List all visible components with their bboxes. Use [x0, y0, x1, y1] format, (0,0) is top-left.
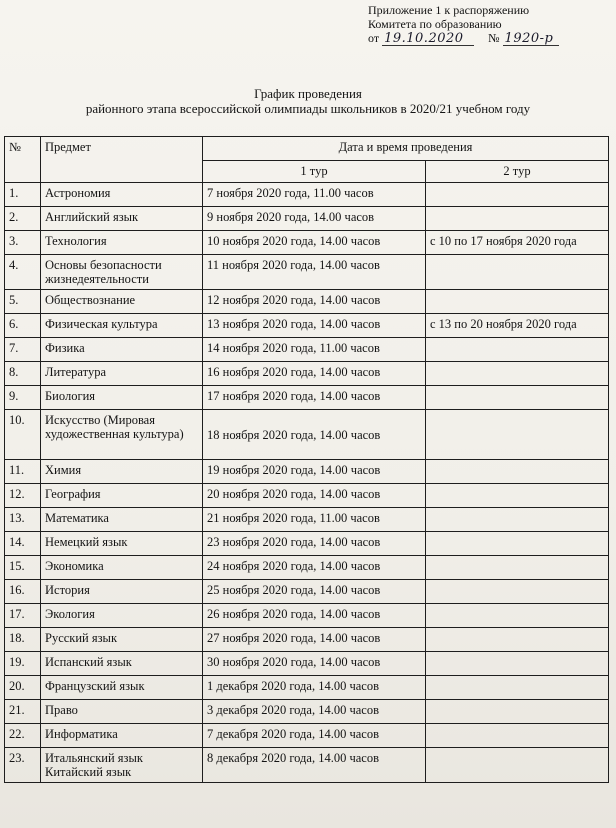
header-round-2: 2 тур: [426, 161, 609, 183]
row-round-1: 7 декабря 2020 года, 14.00 часов: [203, 724, 426, 748]
row-subject: География: [41, 484, 203, 508]
row-round-1: 8 декабря 2020 года, 14.00 часов: [203, 748, 426, 783]
row-subject: Обществознание: [41, 290, 203, 314]
row-round-2: [426, 556, 609, 580]
table-header-row: [5, 137, 609, 161]
table-row: [5, 532, 609, 556]
table-row: [5, 290, 609, 314]
row-subject: [41, 748, 203, 783]
row-num: 10.: [5, 410, 41, 460]
row-subject: Астрономия: [41, 183, 203, 207]
row-subject: Немецкий язык: [41, 532, 203, 556]
row-subject: Литература: [41, 362, 203, 386]
row-round-1: 14 ноября 2020 года, 11.00 часов: [203, 338, 426, 362]
row-round-2: [426, 580, 609, 604]
row-round-2: [426, 386, 609, 410]
row-subject: Физическая культура: [41, 314, 203, 338]
row-num: 13.: [5, 508, 41, 532]
table-row: [5, 207, 609, 231]
header-subject: Предмет: [41, 137, 203, 183]
row-subject: Химия: [41, 460, 203, 484]
table-row: [5, 676, 609, 700]
row-num: 9.: [5, 386, 41, 410]
schedule-table: [4, 136, 609, 783]
row-round-2: [426, 460, 609, 484]
table-row: [5, 314, 609, 338]
row-round-2: с 13 по 20 ноября 2020 года: [426, 314, 609, 338]
row-round-2: [426, 700, 609, 724]
table-row: [5, 183, 609, 207]
row-round-2: [426, 207, 609, 231]
table-row: [5, 652, 609, 676]
table-row: [5, 386, 609, 410]
row-round-1: 3 декабря 2020 года, 14.00 часов: [203, 700, 426, 724]
row-num: 3.: [5, 231, 41, 255]
row-num: 20.: [5, 676, 41, 700]
row-round-2: [426, 508, 609, 532]
row-round-1: 10 ноября 2020 года, 14.00 часов: [203, 231, 426, 255]
table-row: [5, 724, 609, 748]
row-round-2: [426, 410, 609, 460]
table-row: [5, 255, 609, 290]
row-round-1: 21 ноября 2020 года, 11.00 часов: [203, 508, 426, 532]
table-row: [5, 362, 609, 386]
table-row: [5, 508, 609, 532]
row-subject: Право: [41, 700, 203, 724]
appendix-line-3: [368, 31, 608, 46]
row-num: 2.: [5, 207, 41, 231]
row-num: 18.: [5, 628, 41, 652]
row-subject: Экономика: [41, 556, 203, 580]
row-round-2: [426, 628, 609, 652]
row-round-1: 9 ноября 2020 года, 14.00 часов: [203, 207, 426, 231]
row-round-2: [426, 183, 609, 207]
row-subject: Испанский язык: [41, 652, 203, 676]
row-subject: Основы безопасности жизнедеятельности: [41, 255, 203, 290]
row-round-2: [426, 338, 609, 362]
row-round-2: [426, 676, 609, 700]
row-num: 12.: [5, 484, 41, 508]
table-row: [5, 700, 609, 724]
row-subject: Искусство (Мировая художественная культура): [41, 410, 203, 460]
row-subject: Английский язык: [41, 207, 203, 231]
row-subject: Французский язык: [41, 676, 203, 700]
row-num: 14.: [5, 532, 41, 556]
appendix-line-2: Комитета по образованию: [368, 17, 502, 31]
row-round-2: [426, 484, 609, 508]
row-round-2: [426, 362, 609, 386]
row-round-1: 20 ноября 2020 года, 14.00 часов: [203, 484, 426, 508]
title-line-1: График проведения: [254, 86, 362, 101]
row-num: 21.: [5, 700, 41, 724]
row-subject: Информатика: [41, 724, 203, 748]
order-date: 19.10.2020: [382, 32, 474, 46]
row-round-2: с 10 по 17 ноября 2020 года: [426, 231, 609, 255]
row-num: 5.: [5, 290, 41, 314]
row-round-2: [426, 652, 609, 676]
row-round-1: 7 ноября 2020 года, 11.00 часов: [203, 183, 426, 207]
table-row: [5, 338, 609, 362]
row-round-2: [426, 604, 609, 628]
row-subject: Технология: [41, 231, 203, 255]
order-number: 1920-р: [503, 32, 559, 46]
number-label: №: [488, 31, 500, 45]
header-datetime: Дата и время проведения: [203, 137, 609, 161]
row-round-1: 12 ноября 2020 года, 14.00 часов: [203, 290, 426, 314]
row-round-1: 25 ноября 2020 года, 14.00 часов: [203, 580, 426, 604]
document-title: [0, 86, 616, 116]
row-round-1: 17 ноября 2020 года, 14.00 часов: [203, 386, 426, 410]
row-num: 11.: [5, 460, 41, 484]
table-row: [5, 484, 609, 508]
row-subject: Биология: [41, 386, 203, 410]
row-num: 4.: [5, 255, 41, 290]
row-round-1: 27 ноября 2020 года, 14.00 часов: [203, 628, 426, 652]
row-round-1: 1 декабря 2020 года, 14.00 часов: [203, 676, 426, 700]
row-subject: История: [41, 580, 203, 604]
row-round-1: 26 ноября 2020 года, 14.00 часов: [203, 604, 426, 628]
header-num: №: [5, 137, 41, 183]
row-num: 23.: [5, 748, 41, 783]
from-label: от: [368, 31, 380, 45]
row-num: 19.: [5, 652, 41, 676]
row-round-2: [426, 748, 609, 783]
appendix-line-1: Приложение 1 к распоряжению: [368, 3, 530, 17]
row-subject: Физика: [41, 338, 203, 362]
row-round-1: 11 ноября 2020 года, 14.00 часов: [203, 255, 426, 290]
row-num: 8.: [5, 362, 41, 386]
row-subject: Математика: [41, 508, 203, 532]
row-round-2: [426, 724, 609, 748]
row-num: 6.: [5, 314, 41, 338]
header-round-1: 1 тур: [203, 161, 426, 183]
row-num: 7.: [5, 338, 41, 362]
title-line-2: районного этапа всероссийской олимпиады школьников в 2020/21 учебном году: [85, 101, 531, 116]
row-round-2: [426, 290, 609, 314]
row-subject-line-1: Итальянский язык: [45, 751, 143, 765]
table-row: [5, 604, 609, 628]
row-round-1: 24 ноября 2020 года, 14.00 часов: [203, 556, 426, 580]
row-round-1: 19 ноября 2020 года, 14.00 часов: [203, 460, 426, 484]
row-subject: Русский язык: [41, 628, 203, 652]
row-num: 1.: [5, 183, 41, 207]
row-subject: Экология: [41, 604, 203, 628]
row-round-2: [426, 255, 609, 290]
table-row: [5, 460, 609, 484]
row-num: 17.: [5, 604, 41, 628]
row-round-2: [426, 532, 609, 556]
table-row: [5, 748, 609, 783]
row-round-1: 18 ноября 2020 года, 14.00 часов: [203, 410, 426, 460]
row-round-1: 16 ноября 2020 года, 14.00 часов: [203, 362, 426, 386]
table-row: [5, 410, 609, 460]
table-row: [5, 580, 609, 604]
row-num: 15.: [5, 556, 41, 580]
row-round-1: 13 ноября 2020 года, 14.00 часов: [203, 314, 426, 338]
table-row: [5, 231, 609, 255]
row-subject-line-2: Китайский язык: [45, 765, 132, 779]
table-row: [5, 628, 609, 652]
appendix-header: [368, 3, 608, 46]
table-row: [5, 556, 609, 580]
row-round-1: 30 ноября 2020 года, 14.00 часов: [203, 652, 426, 676]
row-num: 22.: [5, 724, 41, 748]
row-round-1: 23 ноября 2020 года, 14.00 часов: [203, 532, 426, 556]
row-num: 16.: [5, 580, 41, 604]
